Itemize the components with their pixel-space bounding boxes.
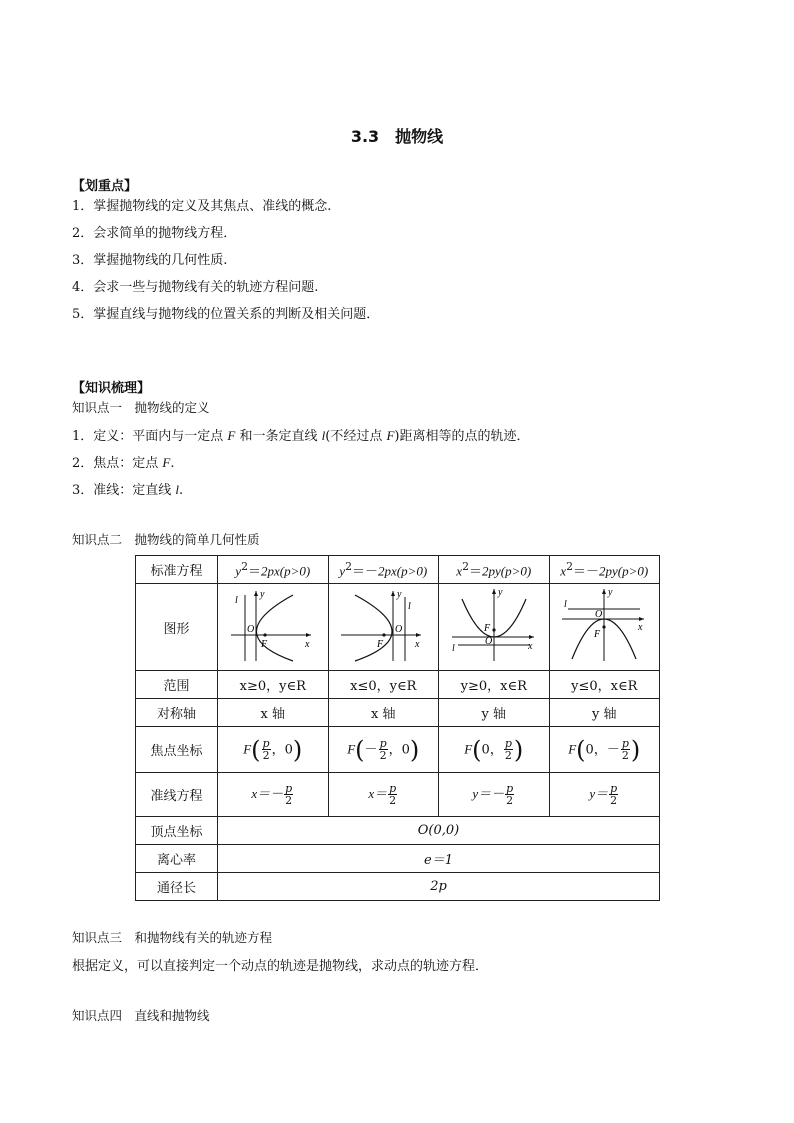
graph-3-label-x: x xyxy=(527,641,533,652)
graph-cell-2 xyxy=(328,584,439,671)
graph-4-label-l: l xyxy=(564,599,568,610)
kp1-definition: 1．定义：平面内与一定点 F 和一条定直线 l(不经过点 F)距离相等的点的轨迹． xyxy=(72,428,530,444)
directrix-cell-1: x＝－ $\frac{p}{2}$ xyxy=(218,773,329,817)
eccentricity-cell: e＝1 xyxy=(218,845,660,873)
graph-cell-1 xyxy=(218,584,329,671)
graph-1-label-x: x xyxy=(304,639,310,650)
label-standard-equation: 标准方程 xyxy=(136,556,218,584)
graph-2-label-y: y xyxy=(397,589,402,600)
graph-3-label-O: O xyxy=(484,636,492,647)
graph-3-label-y: y xyxy=(497,587,503,598)
focus-item-4: 4．会求一些与抛物线有关的轨迹方程问题. xyxy=(72,280,319,295)
parabola-right-graph xyxy=(223,585,323,665)
row-directrix xyxy=(136,773,660,817)
vertex-cell: O(0,0) xyxy=(218,817,660,845)
graph-4-label-O: O xyxy=(595,609,603,620)
directrix-cell-3: y＝－ $\frac{p}{2}$ xyxy=(439,773,550,817)
graph-1-label-l: l xyxy=(234,595,238,606)
graph-cell-4 xyxy=(549,584,660,671)
row-standard-equation xyxy=(136,556,660,584)
directrix-cell-4: y＝ $\frac{p}{2}$ xyxy=(549,773,660,817)
label-axis: 对称轴 xyxy=(136,699,218,727)
range-cell-4: y≤0，x∈R xyxy=(549,671,660,699)
page-title: 3.3 抛物线 xyxy=(350,127,444,146)
eq-cell-3: $x^2=2py(p>0)$ xyxy=(439,556,550,584)
graph-cell-3 xyxy=(439,584,550,671)
graph-2-label-x: x xyxy=(415,639,420,650)
focus-item-1: 1．掌握抛物线的定义及其焦点、准线的概念. xyxy=(72,199,332,214)
graph-2-label-F: F xyxy=(377,639,384,650)
latus-rectum-cell: 2p xyxy=(218,873,660,901)
row-eccentricity xyxy=(136,845,660,873)
focus-item-3: 3．掌握抛物线的几何性质. xyxy=(72,253,228,268)
graph-1-label-O: O xyxy=(246,624,254,635)
graph-2-label-O: O xyxy=(395,624,403,635)
label-graph: 图形 xyxy=(136,584,218,671)
parabola-up-graph xyxy=(444,585,544,665)
range-cell-1: x≥0，y∈R xyxy=(218,671,329,699)
focus-item-5: 5．掌握直线与抛物线的位置关系的判断及相关问题． xyxy=(72,307,380,322)
label-directrix: 准线方程 xyxy=(136,773,218,817)
knowledge-heading: 【知识梳理】 xyxy=(72,381,151,396)
range-cell-2: x≤0，y∈R xyxy=(328,671,439,699)
kp1-directrix: 3．准线：定直线 l. xyxy=(72,482,184,498)
label-eccentricity: 离心率 xyxy=(136,845,218,873)
focus-cell-1: F( $\frac{p}{2}$ ，0) xyxy=(218,727,329,773)
range-cell-3: y≥0，x∈R xyxy=(439,671,550,699)
label-focus: 焦点坐标 xyxy=(136,727,218,773)
label-vertex: 顶点坐标 xyxy=(136,817,218,845)
graph-4-label-x: x xyxy=(638,622,643,633)
focus-cell-2: F(－ $\frac{p}{2}$ ，0) xyxy=(328,727,439,773)
eq-cell-2: $y^2=-2px(p>0)$ xyxy=(328,556,439,584)
eq-cell-1: $y^2=2px(p>0)$ xyxy=(218,556,329,584)
kp3-text: 根据定义，可以直接判定一个动点的轨迹是抛物线，求动点的轨迹方程． xyxy=(72,959,489,974)
properties-table xyxy=(135,555,660,901)
kp3-title: 知识点三 和抛物线有关的轨迹方程 xyxy=(72,930,273,945)
row-focus xyxy=(136,727,660,773)
eq-cell-4: $x^2=-2py(p>0)$ xyxy=(549,556,660,584)
row-graph xyxy=(136,584,660,671)
label-latus-rectum: 通径长 xyxy=(136,873,218,901)
axis-cell-2: x 轴 xyxy=(328,699,439,727)
label-range: 范围 xyxy=(136,671,218,699)
graph-3-label-l: l xyxy=(451,643,455,654)
kp4-title: 知识点四 直线和抛物线 xyxy=(72,1008,210,1023)
graph-4-label-y: y xyxy=(608,587,613,598)
focus-heading: 【划重点】 xyxy=(72,179,138,194)
graph-1-label-y: y xyxy=(259,589,265,600)
graph-2-label-l: l xyxy=(408,601,412,612)
row-range xyxy=(136,671,660,699)
graph-4-label-F: F xyxy=(594,629,601,640)
parabola-left-graph xyxy=(333,585,433,665)
row-vertex xyxy=(136,817,660,845)
kp1-title: 知识点一 抛物线的定义 xyxy=(72,400,210,415)
directrix-cell-2: x＝ $\frac{p}{2}$ xyxy=(328,773,439,817)
row-latus-rectum xyxy=(136,873,660,901)
graph-3-label-F: F xyxy=(483,623,490,634)
axis-cell-1: x 轴 xyxy=(218,699,329,727)
graph-1-label-F: F xyxy=(260,639,267,650)
axis-cell-3: y 轴 xyxy=(439,699,550,727)
kp1-focus: 2．焦点：定点 F. xyxy=(72,455,175,471)
focus-cell-4: F(0，－ $\frac{p}{2}$ ) xyxy=(549,727,660,773)
row-axis xyxy=(136,699,660,727)
axis-cell-4: y 轴 xyxy=(549,699,660,727)
parabola-down-graph xyxy=(554,585,654,665)
focus-cell-3: F(0， $\frac{p}{2}$ ) xyxy=(439,727,550,773)
focus-item-2: 2．会求简单的抛物线方程． xyxy=(72,226,237,241)
kp2-title: 知识点二 抛物线的简单几何性质 xyxy=(72,532,260,547)
